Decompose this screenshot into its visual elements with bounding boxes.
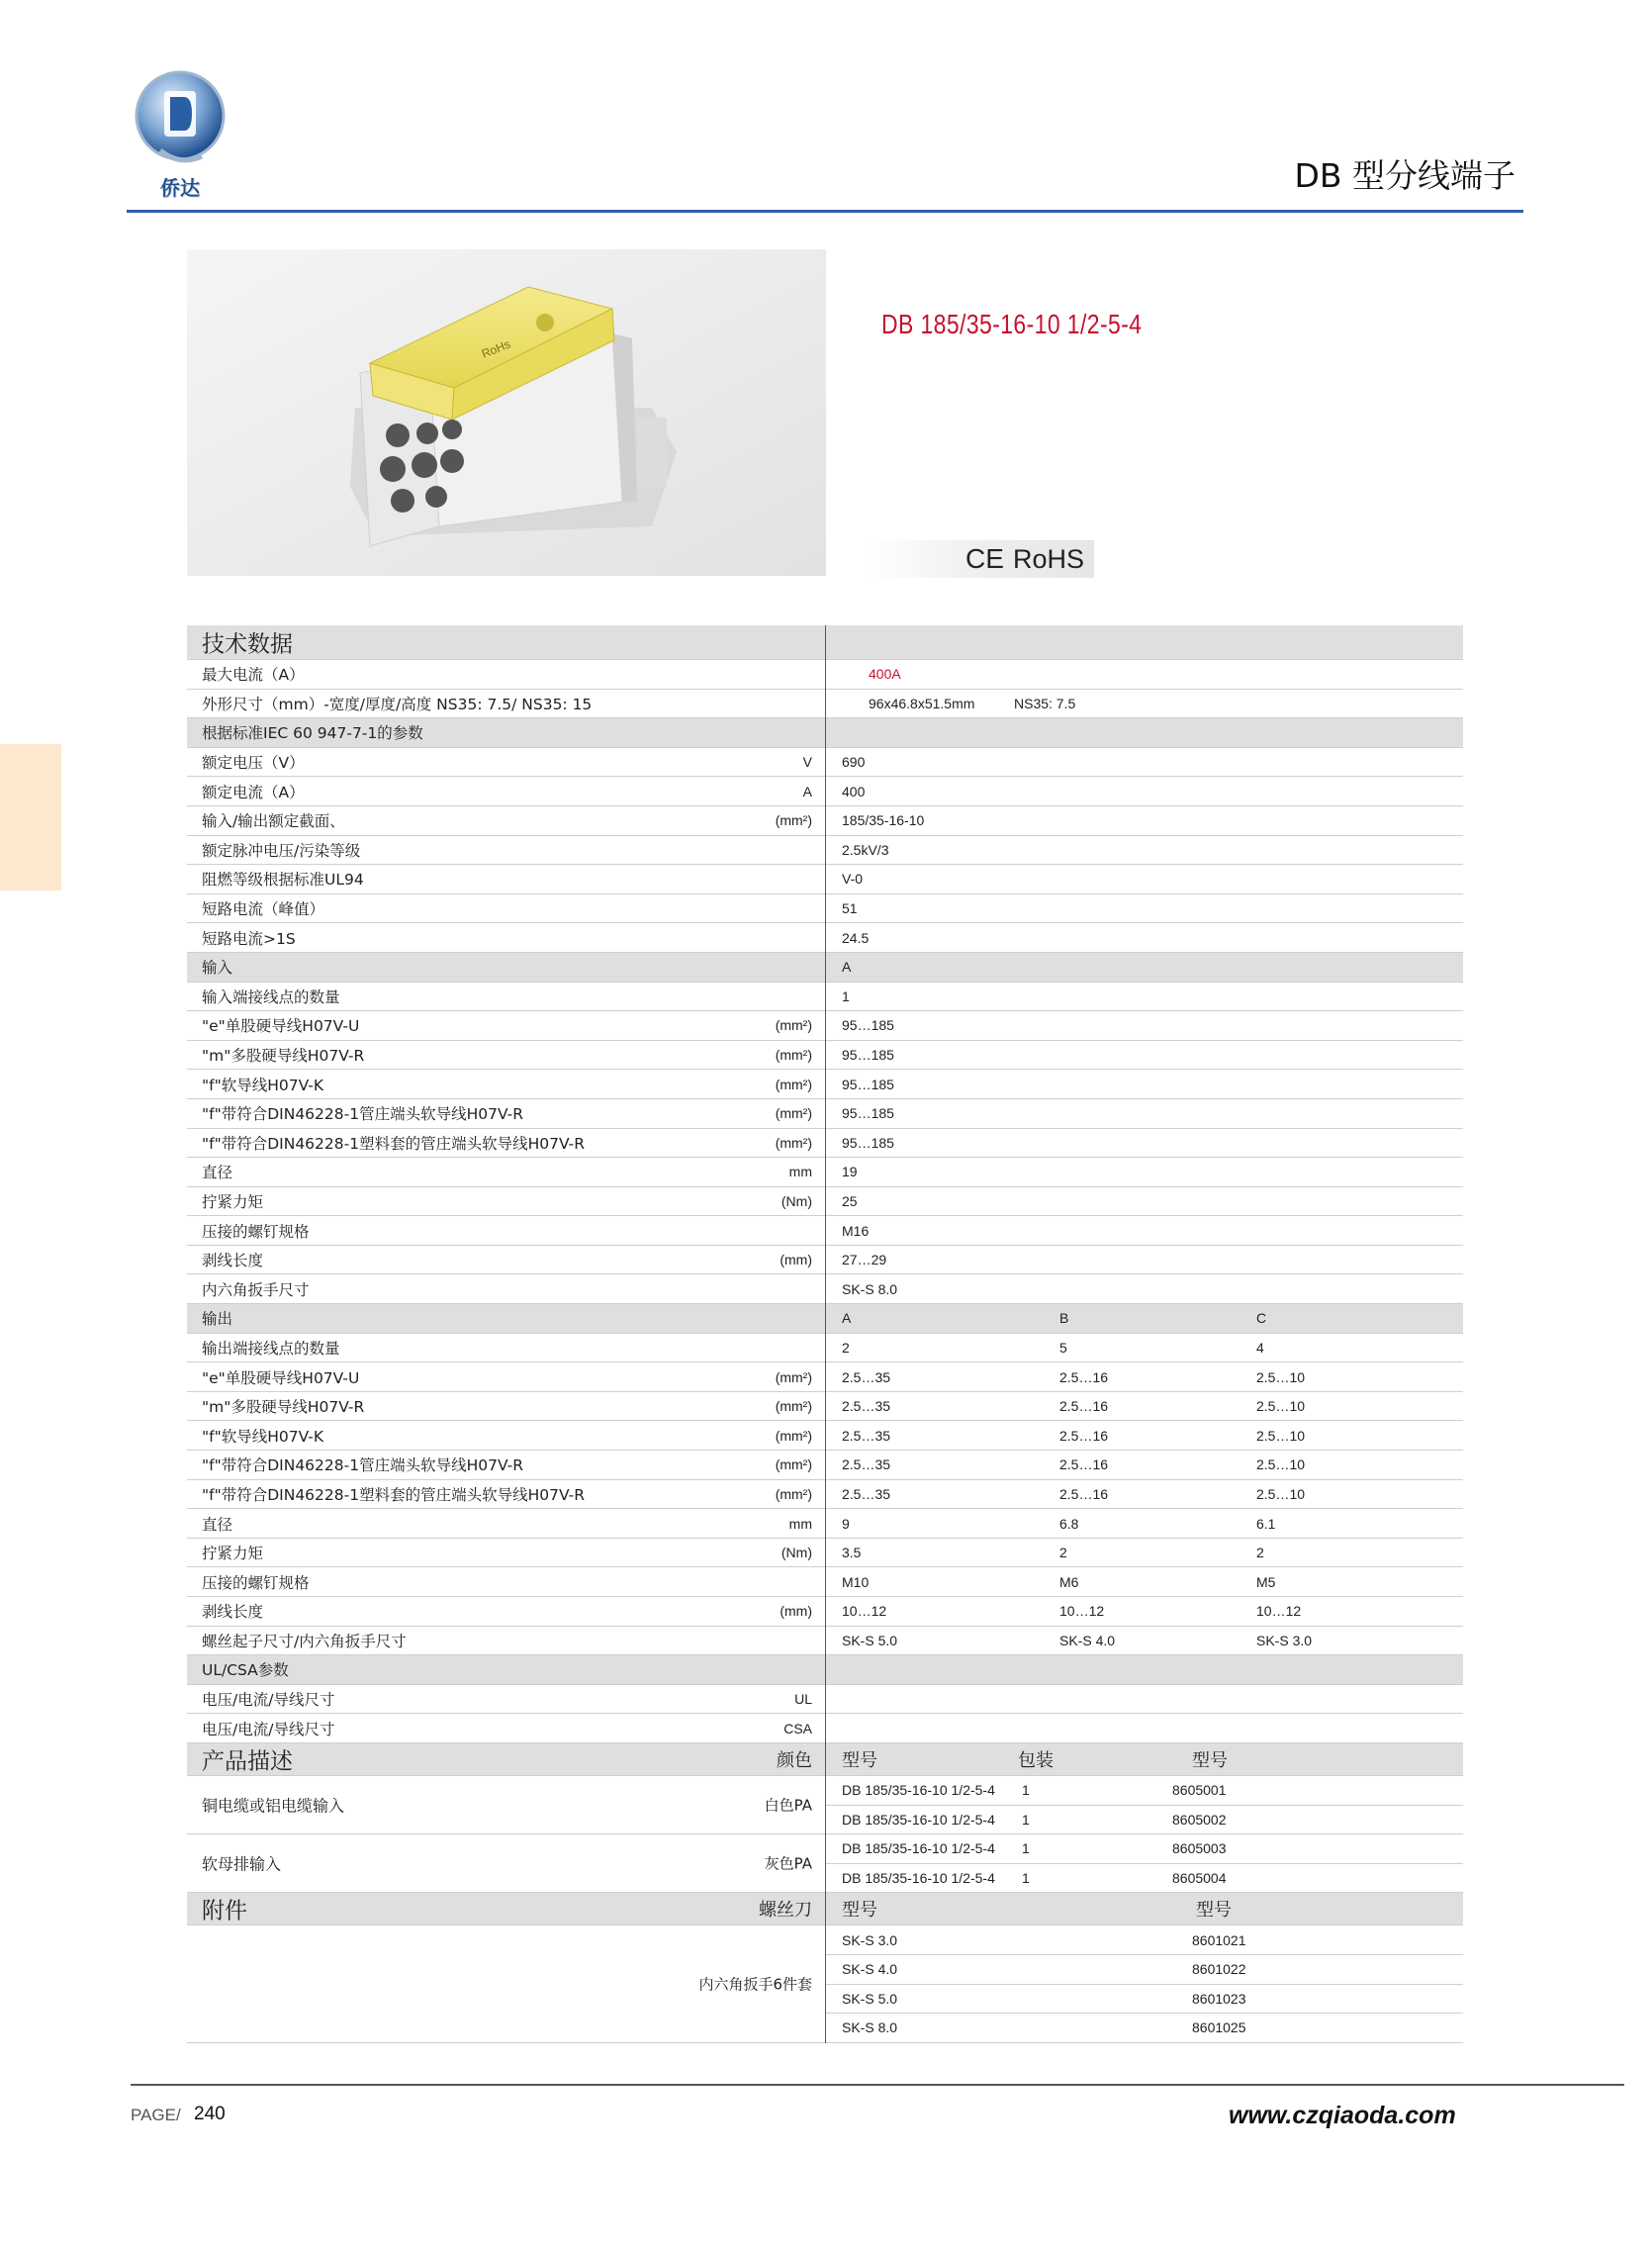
spec-row (187, 923, 1463, 953)
output-row (187, 1567, 1463, 1597)
item-model: DB 185/35-16-10 1/2-5-4 (842, 1811, 995, 1828)
value-a: 2.5…35 (842, 1398, 891, 1415)
spec-row (187, 836, 1463, 866)
rohs-mark: RoHS (1013, 544, 1085, 574)
accessory-item (826, 1925, 1463, 1955)
value-c: 2 (1256, 1545, 1264, 1561)
row-unit: (mm²) (775, 1017, 812, 1034)
output-row (187, 1392, 1463, 1422)
value-a: SK-S 5.0 (842, 1632, 898, 1648)
row-unit: mm (788, 1164, 812, 1180)
product-desc-item (826, 1776, 1463, 1806)
col-model-header: 型号 (842, 1749, 877, 1771)
value-a: M10 (842, 1573, 870, 1590)
spec-row (187, 865, 1463, 894)
item-pack: 1 (1022, 1811, 1030, 1828)
value-c: 4 (1256, 1339, 1264, 1356)
input-row (187, 1274, 1463, 1304)
row-value: V-0 (842, 871, 864, 888)
page-label: PAGE/ (131, 2106, 181, 2124)
input-header-row (187, 953, 1463, 983)
row-value: 25 (842, 1192, 858, 1209)
row-value: 27…29 (842, 1252, 887, 1268)
accessory-item (826, 1955, 1463, 1985)
row-unit: A (802, 783, 812, 799)
row-unit: (mm²) (775, 812, 812, 829)
header-rule (127, 210, 1523, 213)
accessories-group (187, 1925, 1463, 2042)
value-c: SK-S 3.0 (1256, 1632, 1313, 1648)
row-value: 19 (842, 1164, 858, 1180)
row-label: "e"单股硬导线H07V-U (202, 1017, 360, 1036)
ul-title: UL/CSA参数 (202, 1661, 289, 1680)
row-unit: (mm²) (775, 1134, 812, 1151)
accessory-code: 8601022 (1192, 1961, 1246, 1978)
value-b: 2.5…16 (1059, 1398, 1109, 1415)
row-unit: (mm²) (775, 1105, 812, 1122)
item-code: 8605001 (1172, 1782, 1227, 1799)
input-row (187, 1216, 1463, 1246)
value-b: 6.8 (1059, 1515, 1079, 1532)
input-row (187, 1099, 1463, 1129)
row-label: 内六角扳手尺寸 (202, 1280, 310, 1299)
value-b: SK-S 4.0 (1059, 1632, 1116, 1648)
row-value: SK-S 8.0 (842, 1280, 898, 1297)
input-row (187, 1187, 1463, 1217)
acc-col-model-header: 型号 (842, 1900, 877, 1922)
side-tab (0, 744, 61, 891)
row-unit: (mm²) (775, 1398, 812, 1415)
row-label: 短路电流>1S (202, 929, 296, 948)
item-pack: 1 (1022, 1840, 1030, 1857)
value-b: M6 (1059, 1573, 1079, 1590)
logo-text: 侨达 (160, 176, 200, 200)
value-a: 2.5…35 (842, 1368, 891, 1385)
spec-row (187, 806, 1463, 836)
spec-section-title: 技术数据 (202, 631, 293, 658)
item-code: 8605002 (1172, 1811, 1227, 1828)
row-unit: (mm²) (775, 1076, 812, 1092)
accessories-items (187, 1925, 1463, 2042)
row-label: "m"多股硬导线H07V-R (202, 1398, 365, 1417)
max-current-value: 400A (869, 666, 901, 683)
accessories-title: 附件 (202, 1898, 247, 1924)
spec-row (187, 894, 1463, 924)
product-desc-item (826, 1834, 1463, 1864)
product-desc-group (187, 1834, 1463, 1893)
value-a: 2.5…35 (842, 1485, 891, 1502)
output-rows (187, 1334, 1463, 1656)
row-label: 最大电流（A） (202, 666, 305, 685)
output-col-b: B (1059, 1310, 1069, 1327)
accessory-code: 8601023 (1192, 1990, 1246, 2007)
accessory-code: 8601021 (1192, 1931, 1246, 1948)
row-value: 51 (842, 900, 858, 917)
row-label: "m"多股硬导线H07V-R (202, 1047, 365, 1066)
value-c: 10…12 (1256, 1603, 1302, 1620)
dimensions-row (187, 690, 1463, 719)
row-unit: (mm²) (775, 1456, 812, 1473)
output-row (187, 1539, 1463, 1568)
row-label: 压接的螺钉规格 (202, 1222, 310, 1241)
value-c: 2.5…10 (1256, 1456, 1306, 1473)
row-label: "f"带符合DIN46228-1塑料套的管庄端头软导线H07V-R (202, 1134, 586, 1153)
row-value: 24.5 (842, 929, 870, 946)
dimensions-value: 96x46.8x51.5mm (869, 695, 975, 711)
accessories-type-header: 螺丝刀 (759, 1900, 812, 1922)
row-label: 短路电流（峰值） (202, 900, 325, 919)
item-model: DB 185/35-16-10 1/2-5-4 (842, 1840, 995, 1857)
row-label: 额定电流（A） (202, 783, 305, 801)
spec-table (187, 625, 1463, 2043)
ul-row (187, 1685, 1463, 1715)
value-c: 6.1 (1256, 1515, 1276, 1532)
row-unit: (Nm) (780, 1545, 812, 1561)
page-title: DB 型分线端子 (1294, 156, 1515, 195)
product-desc-groups (187, 1776, 1463, 1893)
footer-rule (131, 2084, 1624, 2086)
row-label: 剥线长度 (202, 1252, 264, 1270)
row-label: 剥线长度 (202, 1603, 264, 1622)
ce-mark: CE (965, 543, 1004, 574)
output-row (187, 1480, 1463, 1510)
acc-col-code-header: 型号 (1196, 1900, 1232, 1922)
accessory-item (826, 1985, 1463, 2015)
value-c: M5 (1256, 1573, 1276, 1590)
row-unit: UL (794, 1691, 812, 1708)
row-unit: (mm) (780, 1603, 812, 1620)
accessories-header (187, 1893, 1463, 1925)
output-title: 输出 (202, 1310, 233, 1329)
row-label: "f"带符合DIN46228-1管庄端头软导线H07V-R (202, 1105, 524, 1124)
dimensions-value2: NS35: 7.5 (1014, 695, 1076, 711)
value-a: 3.5 (842, 1545, 862, 1561)
row-label: 电压/电流/导线尺寸 (202, 1720, 335, 1738)
spec-section-header (187, 625, 1463, 660)
output-row (187, 1509, 1463, 1539)
row-label: 外形尺寸（mm）-宽度/厚度/高度 NS35: 7.5/ NS35: 15 (202, 695, 593, 713)
row-label: 压接的螺钉规格 (202, 1573, 310, 1592)
product-desc-item (826, 1864, 1463, 1893)
accessory-item (826, 2014, 1463, 2042)
row-unit: (mm²) (775, 1368, 812, 1385)
row-label: 输出端接线点的数量 (202, 1339, 340, 1358)
output-col-c: C (1256, 1310, 1267, 1327)
value-c: 2.5…10 (1256, 1398, 1306, 1415)
value-c: 2.5…10 (1256, 1368, 1306, 1385)
value-b: 2.5…16 (1059, 1485, 1109, 1502)
value-b: 2.5…16 (1059, 1368, 1109, 1385)
input-col-a: A (842, 959, 852, 976)
value-b: 2.5…16 (1059, 1427, 1109, 1444)
col-pack-header: 包装 (1018, 1749, 1054, 1771)
value-a: 10…12 (842, 1603, 887, 1620)
row-value: 1 (842, 987, 850, 1004)
group-color: 灰色PA (764, 1854, 812, 1873)
input-row (187, 1041, 1463, 1071)
output-row (187, 1627, 1463, 1656)
output-header-row (187, 1304, 1463, 1334)
row-label: 输入/输出额定截面、 (202, 812, 345, 831)
output-col-a: A (842, 1310, 852, 1327)
value-b: 2.5…16 (1059, 1456, 1109, 1473)
iec-title: 根据标准IEC 60 947-7-1的参数 (202, 724, 423, 743)
page-number: 240 (194, 2104, 226, 2124)
row-label: "e"单股硬导线H07V-U (202, 1368, 360, 1387)
row-label: 拧紧力矩 (202, 1545, 264, 1563)
group-label: 铜电缆或铝电缆输入 (202, 1796, 345, 1816)
row-value: 690 (842, 754, 866, 771)
output-row (187, 1334, 1463, 1363)
item-model: DB 185/35-16-10 1/2-5-4 (842, 1870, 995, 1887)
website-url: www.czqiaoda.com (1229, 2102, 1456, 2129)
row-label: 直径 (202, 1164, 233, 1182)
group-label: 软母排输入 (202, 1854, 282, 1874)
item-code: 8605004 (1172, 1870, 1227, 1887)
row-unit: CSA (783, 1720, 812, 1736)
item-model: DB 185/35-16-10 1/2-5-4 (842, 1782, 995, 1799)
row-value: 95…185 (842, 1017, 894, 1034)
iec-header-row (187, 718, 1463, 748)
row-unit: V (802, 754, 812, 771)
input-row (187, 983, 1463, 1012)
value-c: 2.5…10 (1256, 1485, 1306, 1502)
row-value: 95…185 (842, 1105, 894, 1122)
color-header: 颜色 (777, 1749, 812, 1771)
ul-header-row (187, 1655, 1463, 1685)
output-row (187, 1597, 1463, 1627)
input-row (187, 1070, 1463, 1099)
output-row (187, 1421, 1463, 1451)
product-desc-item (826, 1806, 1463, 1834)
output-row (187, 1451, 1463, 1480)
row-label: 电压/电流/导线尺寸 (202, 1691, 335, 1710)
row-unit: (Nm) (780, 1192, 812, 1209)
row-value: 95…185 (842, 1076, 894, 1092)
value-b: 10…12 (1059, 1603, 1105, 1620)
ul-rows (187, 1685, 1463, 1743)
row-unit: mm (788, 1515, 812, 1532)
row-label: 阻燃等级根据标准UL94 (202, 871, 364, 890)
value-b: 2 (1059, 1545, 1067, 1561)
input-rows (187, 983, 1463, 1305)
general-rows (187, 748, 1463, 953)
accessory-model: SK-S 4.0 (842, 1961, 898, 1978)
row-unit: (mm²) (775, 1427, 812, 1444)
ul-row (187, 1714, 1463, 1743)
row-label: 直径 (202, 1515, 233, 1534)
row-value: 400 (842, 783, 866, 799)
group-color: 白色PA (764, 1796, 812, 1815)
input-row (187, 1158, 1463, 1187)
row-label: 拧紧力矩 (202, 1192, 264, 1211)
input-row (187, 1129, 1463, 1159)
product-desc-group (187, 1776, 1463, 1834)
row-label: 额定电压（V） (202, 754, 305, 773)
output-row (187, 1362, 1463, 1392)
accessory-model: SK-S 3.0 (842, 1931, 898, 1948)
accessory-model: SK-S 5.0 (842, 1990, 898, 2007)
value-c: 2.5…10 (1256, 1427, 1306, 1444)
product-desc-header (187, 1743, 1463, 1776)
row-label: "f"带符合DIN46228-1塑料套的管庄端头软导线H07V-R (202, 1485, 586, 1504)
product-desc-title: 产品描述 (202, 1748, 293, 1775)
row-label: "f"软导线H07V-K (202, 1427, 324, 1446)
row-label: 输入端接线点的数量 (202, 987, 340, 1006)
input-row (187, 1246, 1463, 1275)
company-logo (131, 61, 229, 200)
value-a: 2 (842, 1339, 850, 1356)
accessories-label: 内六角扳手6件套 (698, 1975, 812, 1994)
max-current-row (187, 660, 1463, 690)
item-pack: 1 (1022, 1870, 1030, 1887)
spec-row (187, 748, 1463, 778)
certification-badges (867, 540, 1094, 578)
row-label: "f"软导线H07V-K (202, 1076, 324, 1094)
value-a: 9 (842, 1515, 850, 1532)
row-value: 2.5kV/3 (842, 841, 889, 858)
row-label: 额定脉冲电压/污染等级 (202, 841, 361, 860)
photo-label: RoHs (479, 336, 512, 361)
row-unit: (mm²) (775, 1485, 812, 1502)
row-value: 95…185 (842, 1047, 894, 1064)
value-b: 5 (1059, 1339, 1067, 1356)
spec-row (187, 777, 1463, 806)
input-title: 输入 (202, 959, 233, 978)
product-photo (187, 249, 826, 576)
row-unit: (mm) (780, 1252, 812, 1268)
accessory-model: SK-S 8.0 (842, 2019, 898, 2036)
row-unit: (mm²) (775, 1047, 812, 1064)
row-value: M16 (842, 1222, 870, 1239)
item-pack: 1 (1022, 1782, 1030, 1799)
row-value: 185/35-16-10 (842, 812, 925, 829)
accessory-code: 8601025 (1192, 2019, 1246, 2036)
value-a: 2.5…35 (842, 1427, 891, 1444)
value-a: 2.5…35 (842, 1456, 891, 1473)
item-code: 8605003 (1172, 1840, 1227, 1857)
input-row (187, 1011, 1463, 1041)
row-label: 螺丝起子尺寸/内六角扳手尺寸 (202, 1632, 407, 1650)
col-code-header: 型号 (1192, 1749, 1228, 1771)
product-model: DB 185/35-16-10 1/2-5-4 (881, 309, 1143, 339)
row-label: "f"带符合DIN46228-1管庄端头软导线H07V-R (202, 1456, 524, 1475)
row-value: 95…185 (842, 1134, 894, 1151)
